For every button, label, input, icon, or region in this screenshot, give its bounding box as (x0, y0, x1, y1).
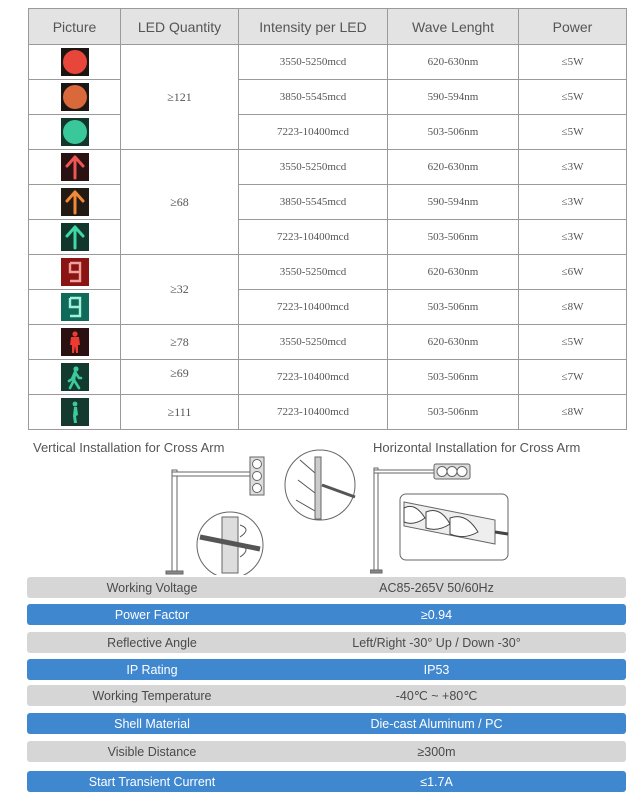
wave-cell: 620-630nm (388, 45, 519, 80)
param-ip-rating (27, 659, 626, 680)
green-walking-pedestrian-icon (61, 363, 89, 391)
picture-cell (29, 220, 121, 255)
picture-cell (29, 395, 121, 430)
picture-cell (29, 45, 121, 80)
intensity-cell: 3850-5545mcd (239, 80, 388, 115)
param-visible-distance (27, 741, 626, 762)
picture-cell (29, 185, 121, 220)
table-row (29, 220, 627, 255)
wave-cell: 590-594nm (388, 80, 519, 115)
param-label: Visible Distance (107, 744, 197, 759)
param-value: AC85-265V 50/60Hz (379, 580, 494, 595)
led-quantity-cell: ≥69 (121, 360, 239, 395)
power-cell: ≤5W (519, 115, 627, 150)
header-picture: Picture (29, 9, 121, 45)
yellow-arrow-up-icon (61, 188, 89, 216)
power-cell: ≤8W (519, 395, 627, 430)
table-row (29, 290, 627, 325)
table-row (29, 325, 627, 360)
intensity-cell: 7223-10400mcd (239, 115, 388, 150)
green-dynamic-pedestrian-icon (61, 398, 89, 426)
param-label: Shell Material (114, 716, 190, 731)
param-power-factor (27, 604, 626, 625)
header-wave-length: Wave Lenght (388, 9, 519, 45)
picture-cell (29, 290, 121, 325)
power-cell: ≤5W (519, 325, 627, 360)
param-value: Left/Right -30° Up / Down -30° (352, 635, 521, 650)
param-label: Start Transient Current (88, 774, 216, 789)
power-cell: ≤3W (519, 150, 627, 185)
led-quantity-cell: ≥32 (121, 255, 239, 325)
intensity-cell: 3550-5250mcd (239, 150, 388, 185)
table-row (29, 45, 627, 80)
param-value: ≤1.7A (420, 774, 453, 789)
header-led-quantity: LED Quantity (121, 9, 239, 45)
vertical-installation-diagram (160, 445, 360, 575)
intensity-cell: 3550-5250mcd (239, 325, 388, 360)
table-row (29, 185, 627, 220)
green-countdown-digit-icon (61, 293, 89, 321)
power-cell: ≤6W (519, 255, 627, 290)
param-label: Power Factor (114, 607, 190, 622)
led-quantity-cell: ≥121 (121, 45, 239, 150)
power-cell: ≤5W (519, 80, 627, 115)
vertical-installation-title: Vertical Installation for Cross Arm (33, 440, 225, 455)
power-cell: ≤3W (519, 220, 627, 255)
param-working-temperature (27, 685, 626, 706)
intensity-cell: 3550-5250mcd (239, 255, 388, 290)
wave-cell: 503-506nm (388, 360, 519, 395)
intensity-cell: 3550-5250mcd (239, 45, 388, 80)
picture-cell (29, 80, 121, 115)
red-standing-pedestrian-icon (61, 328, 89, 356)
power-cell: ≤8W (519, 290, 627, 325)
power-cell: ≤5W (519, 45, 627, 80)
picture-cell (29, 360, 121, 395)
power-cell: ≤7W (519, 360, 627, 395)
led-quantity-cell: ≥68 (121, 150, 239, 255)
wave-cell: 620-630nm (388, 150, 519, 185)
table-row (29, 395, 627, 430)
param-start-transient-current (27, 771, 626, 792)
wave-cell: 620-630nm (388, 255, 519, 290)
wave-cell: 503-506nm (388, 395, 519, 430)
param-value: ≥300m (417, 744, 456, 759)
picture-cell (29, 255, 121, 290)
table-header-row (29, 9, 627, 45)
red-full-ball-icon (61, 48, 89, 76)
param-label: Working Temperature (92, 688, 212, 703)
header-power: Power (519, 9, 627, 45)
param-label: IP Rating (126, 662, 178, 677)
wave-cell: 620-630nm (388, 325, 519, 360)
horizontal-installation-diagram (370, 462, 520, 574)
param-label: Working Voltage (106, 580, 198, 595)
table-row (29, 115, 627, 150)
param-reflective-angle (27, 632, 626, 653)
red-arrow-up-icon (61, 153, 89, 181)
table-row (29, 360, 627, 395)
green-full-ball-icon (61, 118, 89, 146)
green-arrow-up-icon (61, 223, 89, 251)
led-spec-table (28, 8, 627, 430)
led-quantity-cell: ≥111 (121, 395, 239, 430)
led-quantity-cell: ≥78 (121, 325, 239, 360)
intensity-cell: 7223-10400mcd (239, 360, 388, 395)
picture-cell (29, 150, 121, 185)
intensity-cell: 7223-10400mcd (239, 220, 388, 255)
wave-cell: 503-506nm (388, 115, 519, 150)
horizontal-installation-title: Horizontal Installation for Cross Arm (373, 440, 581, 455)
wave-cell: 503-506nm (388, 220, 519, 255)
param-value: Die-cast Aluminum / PC (370, 716, 503, 731)
wave-cell: 503-506nm (388, 290, 519, 325)
intensity-cell: 7223-10400mcd (239, 290, 388, 325)
wave-cell: 590-594nm (388, 185, 519, 220)
table-row (29, 255, 627, 290)
table-row (29, 80, 627, 115)
param-value: -40℃ ~ +80℃ (395, 689, 478, 703)
red-countdown-digit-icon (61, 258, 89, 286)
param-value: ≥0.94 (420, 607, 453, 622)
intensity-cell: 3850-5545mcd (239, 185, 388, 220)
table-row (29, 150, 627, 185)
param-working-voltage (27, 577, 626, 598)
yellow-full-ball-icon (61, 83, 89, 111)
power-cell: ≤3W (519, 185, 627, 220)
param-value: IP53 (423, 662, 450, 677)
picture-cell (29, 325, 121, 360)
picture-cell (29, 115, 121, 150)
param-label: Reflective Angle (107, 635, 197, 650)
param-shell-material (27, 713, 626, 734)
intensity-cell: 7223-10400mcd (239, 395, 388, 430)
header-intensity: Intensity per LED (239, 9, 388, 45)
